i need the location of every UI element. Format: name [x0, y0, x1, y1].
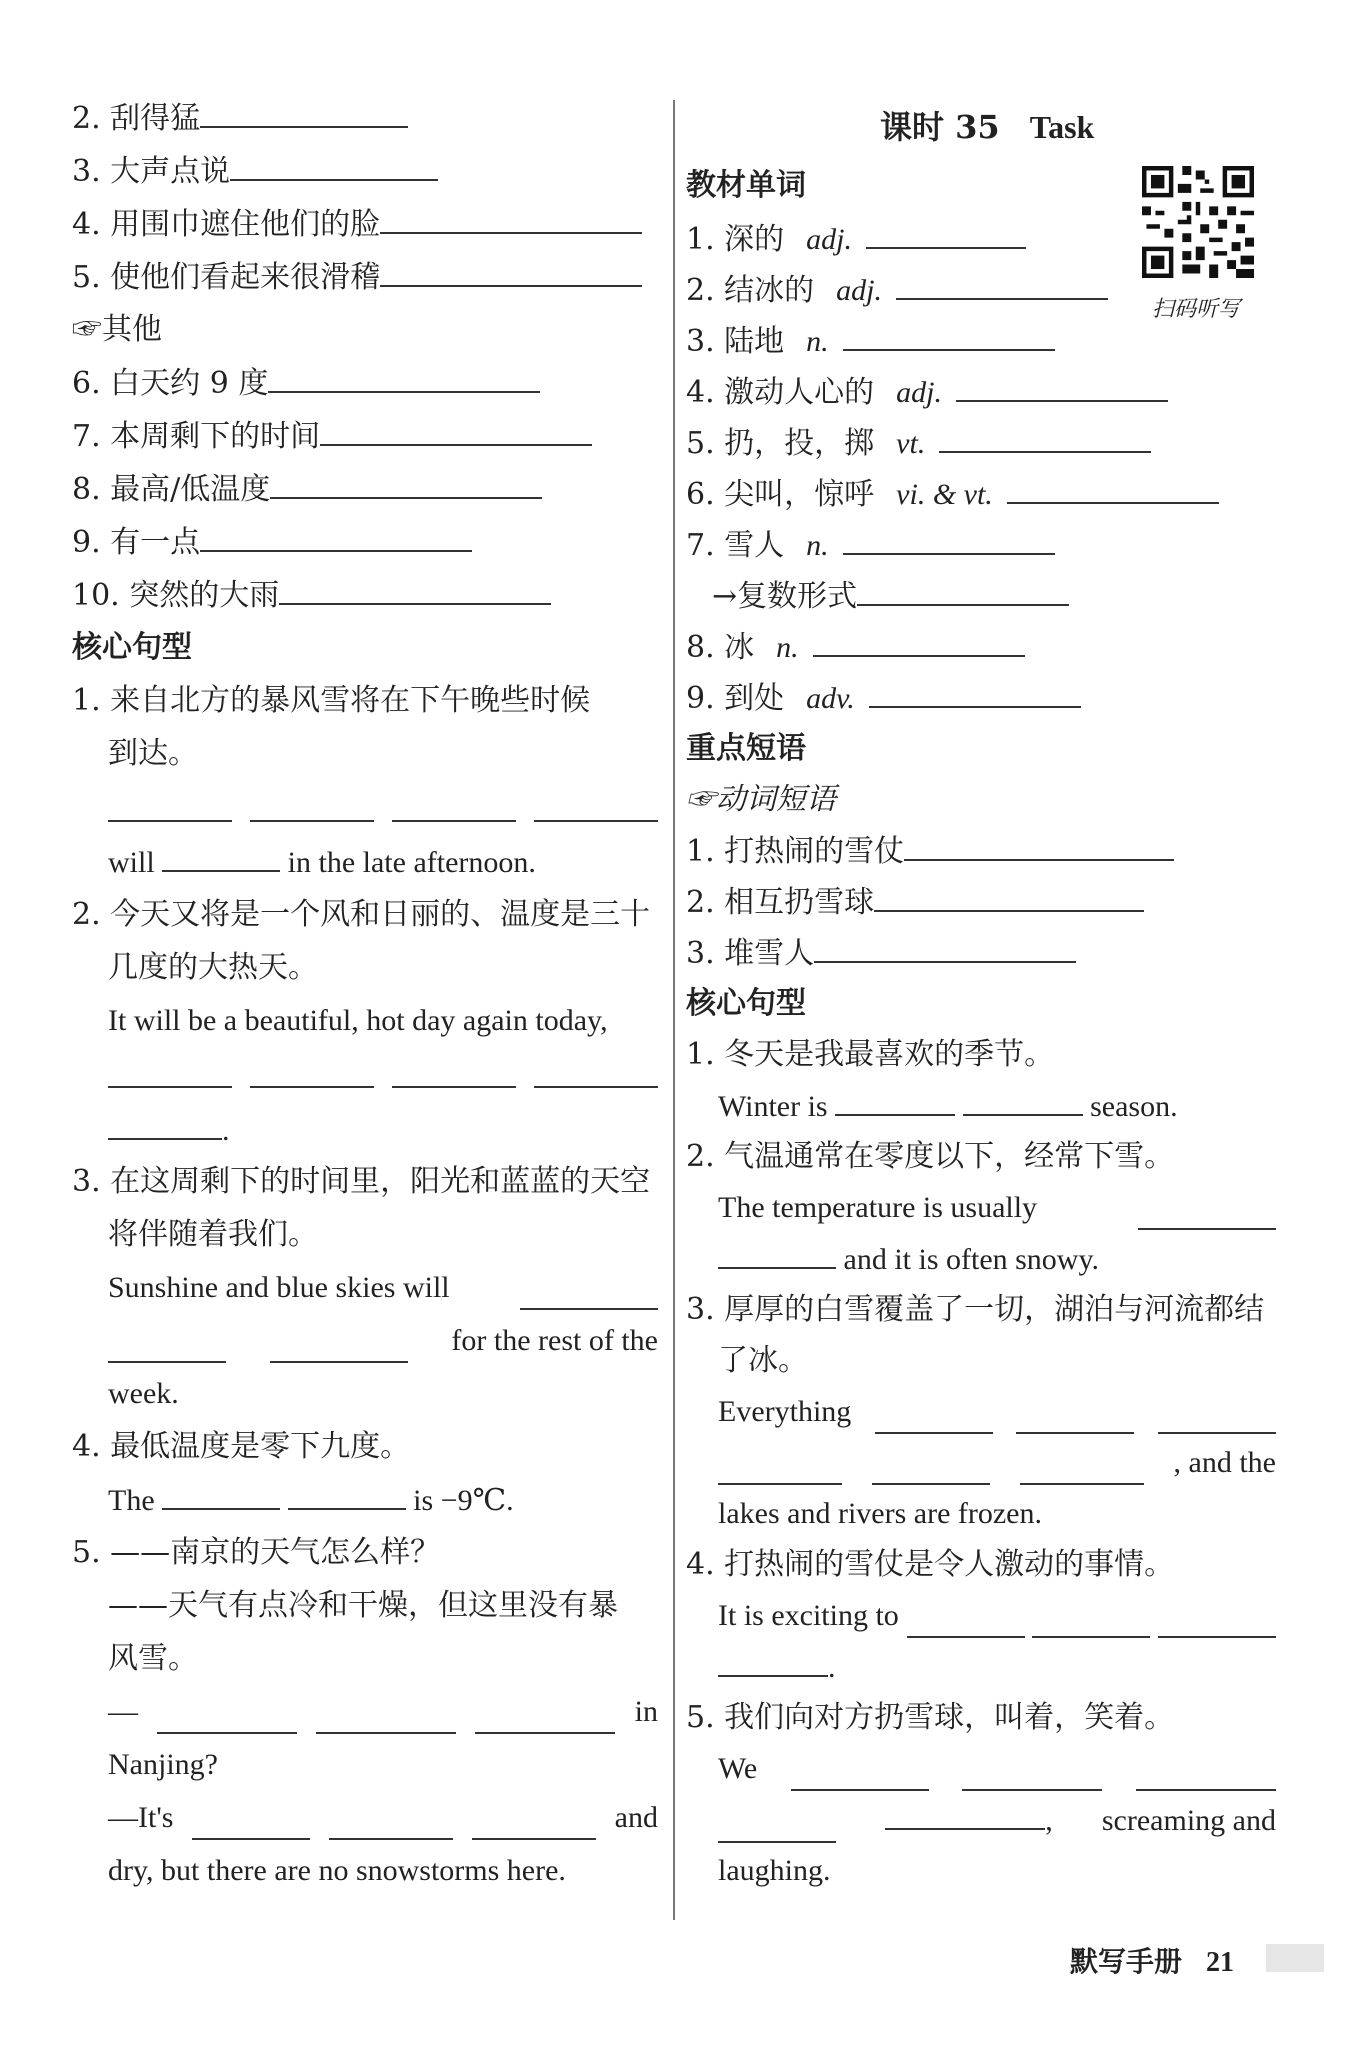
answer-blank[interactable] — [270, 467, 542, 499]
answer-blank[interactable] — [268, 361, 540, 393]
answer-blank[interactable] — [108, 1056, 232, 1088]
answer-blank[interactable] — [857, 574, 1069, 606]
vocab-item: 9. 到处 adv. — [686, 676, 1081, 721]
blank-row — [108, 790, 658, 822]
sentence-cn: 风雪。 — [108, 1641, 198, 1676]
answer-blank[interactable] — [108, 1331, 226, 1363]
sentence-en: dry, but there are no snowstorms here. — [108, 1854, 566, 1887]
answer-blank[interactable] — [200, 96, 408, 128]
answer-blank[interactable] — [791, 1759, 929, 1791]
answer-blank[interactable] — [962, 1759, 1102, 1791]
page-number: 21 — [1206, 1947, 1235, 1978]
sentence-en: It is exciting to — [718, 1594, 1276, 1638]
sentence-en: , and the — [718, 1441, 1276, 1485]
vocab-item: 6. 尖叫，惊呼 vi. & vt. — [686, 472, 1219, 517]
other-item: 6. 白天约 9 度 — [72, 361, 540, 406]
sentence-cn: 4. 打热闹的雪仗是令人激动的事情。 — [686, 1547, 1175, 1582]
vocab-item: 7. 雪人 n. — [686, 523, 1055, 568]
decorative-stamp — [1266, 1944, 1324, 1972]
answer-blank[interactable] — [534, 1056, 658, 1088]
answer-blank[interactable] — [108, 1108, 222, 1140]
sentence-cn: 3. 厚厚的白雪覆盖了一切，湖泊与河流都结 — [686, 1292, 1265, 1327]
answer-blank[interactable] — [963, 1084, 1083, 1116]
answer-blank[interactable] — [192, 1808, 310, 1840]
sentence-en: —It's and — [108, 1796, 658, 1840]
sentence-en: will in the late afternoon. — [108, 840, 536, 885]
sentence-en: Everything — [718, 1390, 1276, 1434]
answer-blank[interactable] — [843, 523, 1055, 555]
answer-blank[interactable] — [520, 1278, 658, 1310]
sentence-en: The temperature is usually — [718, 1186, 1276, 1230]
sentence-cn: 5. 我们向对方扔雪球，叫着，笑着。 — [686, 1700, 1175, 1735]
lesson-title: 课时 35 Task — [880, 108, 1095, 146]
phrase-item: 5. 使他们看起来很滑稽 — [72, 255, 642, 300]
other-item: 8. 最高/低温度 — [72, 467, 542, 512]
sentence-en: The is −9℃. — [108, 1478, 514, 1523]
other-item: 10. 突然的大雨 — [72, 573, 551, 618]
answer-blank[interactable] — [835, 1084, 955, 1116]
answer-blank[interactable] — [316, 1702, 456, 1734]
verb-phrase-heading: ☞动词短语 — [686, 782, 836, 817]
plural-item: →复数形式 — [712, 574, 1069, 619]
sentence-en: It will be a beautiful, hot day again today, — [108, 1004, 608, 1037]
answer-blank[interactable] — [200, 520, 472, 552]
sentence-cn: 4. 最低温度是零下九度。 — [72, 1429, 411, 1464]
answer-blank[interactable] — [907, 1606, 1025, 1638]
answer-blank[interactable] — [162, 840, 280, 872]
sentence-en: week. — [108, 1377, 179, 1410]
sentence-cn: 1. 来自北方的暴风雪将在下午晚些时候 — [72, 683, 591, 718]
answer-blank[interactable] — [872, 1453, 990, 1485]
sentence-cn: 了冰。 — [718, 1343, 808, 1378]
answer-blank[interactable] — [885, 1798, 1045, 1830]
sentence-en: for the rest of the — [108, 1319, 658, 1363]
answer-blank[interactable] — [869, 676, 1081, 708]
answer-blank[interactable] — [939, 421, 1151, 453]
answer-blank[interactable] — [956, 370, 1168, 402]
sentence-cn: 将伴随着我们。 — [108, 1217, 318, 1252]
answer-blank[interactable] — [1032, 1606, 1150, 1638]
answer-blank[interactable] — [718, 1811, 836, 1843]
answer-blank[interactable] — [279, 573, 551, 605]
phrase-item: 4. 用围巾遮住他们的脸 — [72, 202, 642, 247]
answer-blank[interactable] — [718, 1453, 842, 1485]
sentence-cn: 3. 在这周剩下的时间里，阳光和蓝蓝的天空 — [72, 1164, 651, 1199]
phrase-item: 1. 打热闹的雪仗 — [686, 829, 1174, 874]
answer-blank[interactable] — [380, 202, 642, 234]
answer-blank[interactable] — [904, 829, 1174, 861]
sentence-en: We — [718, 1747, 1276, 1791]
other-item: 7. 本周剩下的时间 — [72, 414, 592, 459]
vocab-item: 5. 扔，投，掷 vt. — [686, 421, 1151, 466]
column-divider — [673, 100, 675, 1920]
sentence-cn: 到达。 — [108, 736, 198, 771]
answer-blank[interactable] — [1138, 1198, 1276, 1230]
answer-blank[interactable] — [718, 1237, 836, 1269]
sentence-en: — in — [108, 1690, 658, 1734]
book-name: 默写手册 — [1070, 1945, 1183, 1978]
sentence-cn: 2. 气温通常在零度以下，经常下雪。 — [686, 1139, 1175, 1174]
section-heading: 核心句型 — [72, 630, 192, 665]
other-heading: ☞其他 — [72, 312, 162, 347]
phrase-item: 3. 大声点说 — [72, 149, 438, 194]
phrase-heading: 重点短语 — [686, 731, 806, 766]
vocab-item: 8. 冰 n. — [686, 625, 1025, 670]
page-footer — [1070, 1940, 1234, 1980]
answer-blank[interactable] — [843, 319, 1055, 351]
answer-blank[interactable] — [392, 790, 516, 822]
vocab-item: 3. 陆地 n. — [686, 319, 1055, 364]
sentence-en: , screaming and — [718, 1798, 1276, 1843]
sentence-cn: 5. ——南京的天气怎么样？ — [72, 1535, 441, 1570]
answer-blank[interactable] — [896, 268, 1108, 300]
answer-blank[interactable] — [1007, 472, 1219, 504]
answer-blank[interactable] — [230, 149, 438, 181]
phrase-item: 3. 堆雪人 — [686, 931, 1076, 976]
other-item: 9. 有一点 — [72, 520, 472, 565]
answer-blank[interactable] — [1020, 1453, 1144, 1485]
sentence-en: Sunshine and blue skies will — [108, 1266, 658, 1310]
answer-blank[interactable] — [475, 1702, 615, 1734]
qr-code-icon[interactable] — [1142, 166, 1254, 278]
answer-blank[interactable] — [718, 1645, 828, 1677]
answer-blank[interactable] — [380, 255, 642, 287]
blank-row: . — [108, 1108, 230, 1153]
answer-blank[interactable] — [814, 931, 1076, 963]
answer-blank[interactable] — [392, 1056, 516, 1088]
answer-blank[interactable] — [534, 790, 658, 822]
sentence-cn: 2. 今天又将是一个风和日丽的、温度是三十 — [72, 897, 651, 932]
sentence-cn: ——天气有点冷和干燥，但这里没有暴 — [108, 1588, 618, 1623]
answer-blank[interactable] — [162, 1478, 280, 1510]
answer-blank[interactable] — [270, 1331, 408, 1363]
answer-blank[interactable] — [157, 1702, 297, 1734]
sentence-heading: 核心句型 — [686, 986, 806, 1021]
qr-caption: 扫码听写 — [1152, 297, 1241, 322]
answer-blank[interactable] — [813, 625, 1025, 657]
vocab-item: 4. 激动人心的 adj. — [686, 370, 1168, 415]
blank-row: . — [718, 1645, 836, 1690]
phrase-item: 2. 相互扔雪球 — [686, 880, 1144, 925]
sentence-en: Winter is season. — [718, 1084, 1178, 1129]
answer-blank[interactable] — [288, 1478, 406, 1510]
answer-blank[interactable] — [1136, 1759, 1276, 1791]
answer-blank[interactable] — [1016, 1402, 1134, 1434]
answer-blank[interactable] — [320, 414, 592, 446]
vocab-item: 1. 深的 adj. — [686, 217, 1026, 262]
sentence-en: laughing. — [718, 1854, 831, 1887]
answer-blank[interactable] — [472, 1808, 596, 1840]
answer-blank[interactable] — [1158, 1402, 1276, 1434]
answer-blank[interactable] — [875, 1402, 993, 1434]
phrase-item: 2. 刮得猛 — [72, 96, 408, 141]
sentence-en: and it is often snowy. — [718, 1237, 1099, 1282]
answer-blank[interactable] — [874, 880, 1144, 912]
sentence-cn: 1. 冬天是我最喜欢的季节。 — [686, 1037, 1055, 1072]
answer-blank[interactable] — [866, 217, 1026, 249]
answer-blank[interactable] — [108, 790, 232, 822]
sentence-en: lakes and rivers are frozen. — [718, 1497, 1042, 1530]
sentence-cn: 几度的大热天。 — [108, 950, 318, 985]
vocab-heading: 教材单词 — [686, 168, 806, 203]
answer-blank[interactable] — [250, 1056, 374, 1088]
answer-blank[interactable] — [329, 1808, 453, 1840]
answer-blank[interactable] — [250, 790, 374, 822]
vocab-item: 2. 结冰的 adj. — [686, 268, 1108, 313]
answer-blank[interactable] — [1158, 1606, 1276, 1638]
sentence-en: Nanjing? — [108, 1748, 218, 1781]
blank-row — [108, 1056, 658, 1088]
